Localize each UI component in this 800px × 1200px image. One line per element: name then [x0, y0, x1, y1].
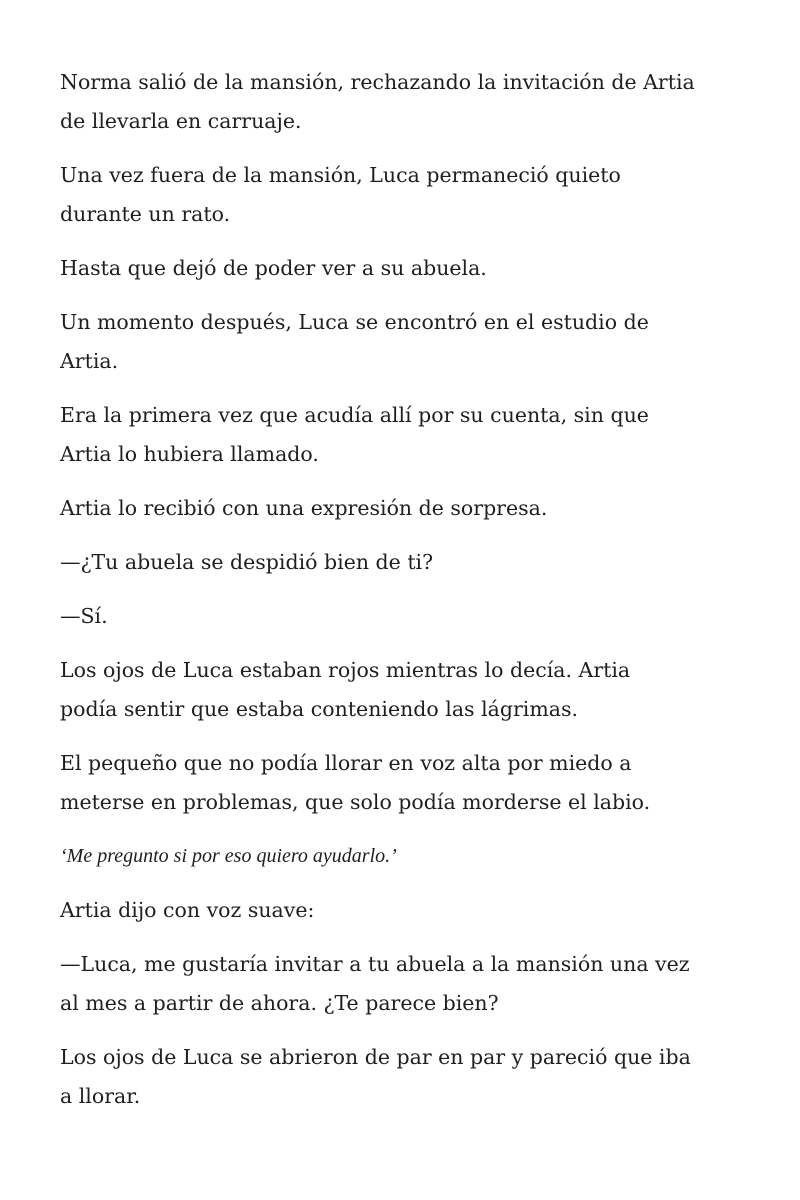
dialogue-question: —¿Tu abuela se despidió bien de ti? [60, 550, 434, 574]
paragraph-red-eyes: Los ojos de Luca estaban rojos mientras lo decía. Artia podía sentir que estaba conteniendo las lágrimas. [60, 658, 631, 721]
paragraph-surprise: Artia lo recibió con una expresión de sorpresa. [60, 496, 548, 520]
dialogue-answer: —Sí. [60, 604, 108, 628]
paragraph-luca-waits: Una vez fuera de la mansión, Luca permaneció quieto durante un rato. [60, 163, 621, 226]
paragraph-first-time: Era la primera vez que acudía allí por su cuenta, sin que Artia lo hubiera llamado. [60, 403, 649, 466]
paragraph-little-one: El pequeño que no podía llorar en voz alta por miedo a meterse en problemas, que solo podía morderse el labio. [60, 751, 651, 814]
inner-thought: ‘Me pregunto si por eso quiero ayudarlo.’ [60, 845, 397, 867]
paragraph-norma-leaves: Norma salió de la mansión, rechazando la invitación de Artia de llevarla en carruaje. [60, 70, 695, 133]
paragraph-grandmother-gone: Hasta que dejó de poder ver a su abuela. [60, 256, 487, 280]
paragraph-eyes-widen: Los ojos de Luca se abrieron de par en par y pareció que iba a llorar. [60, 1045, 691, 1108]
paragraph-study: Un momento después, Luca se encontró en el estudio de Artia. [60, 310, 649, 373]
paragraph-soft-voice: Artia dijo con voz suave: [60, 898, 315, 922]
dialogue-invitation: —Luca, me gustaría invitar a tu abuela a la mansión una vez al mes a partir de ahora. ¿Te parece bien? [60, 952, 690, 1015]
